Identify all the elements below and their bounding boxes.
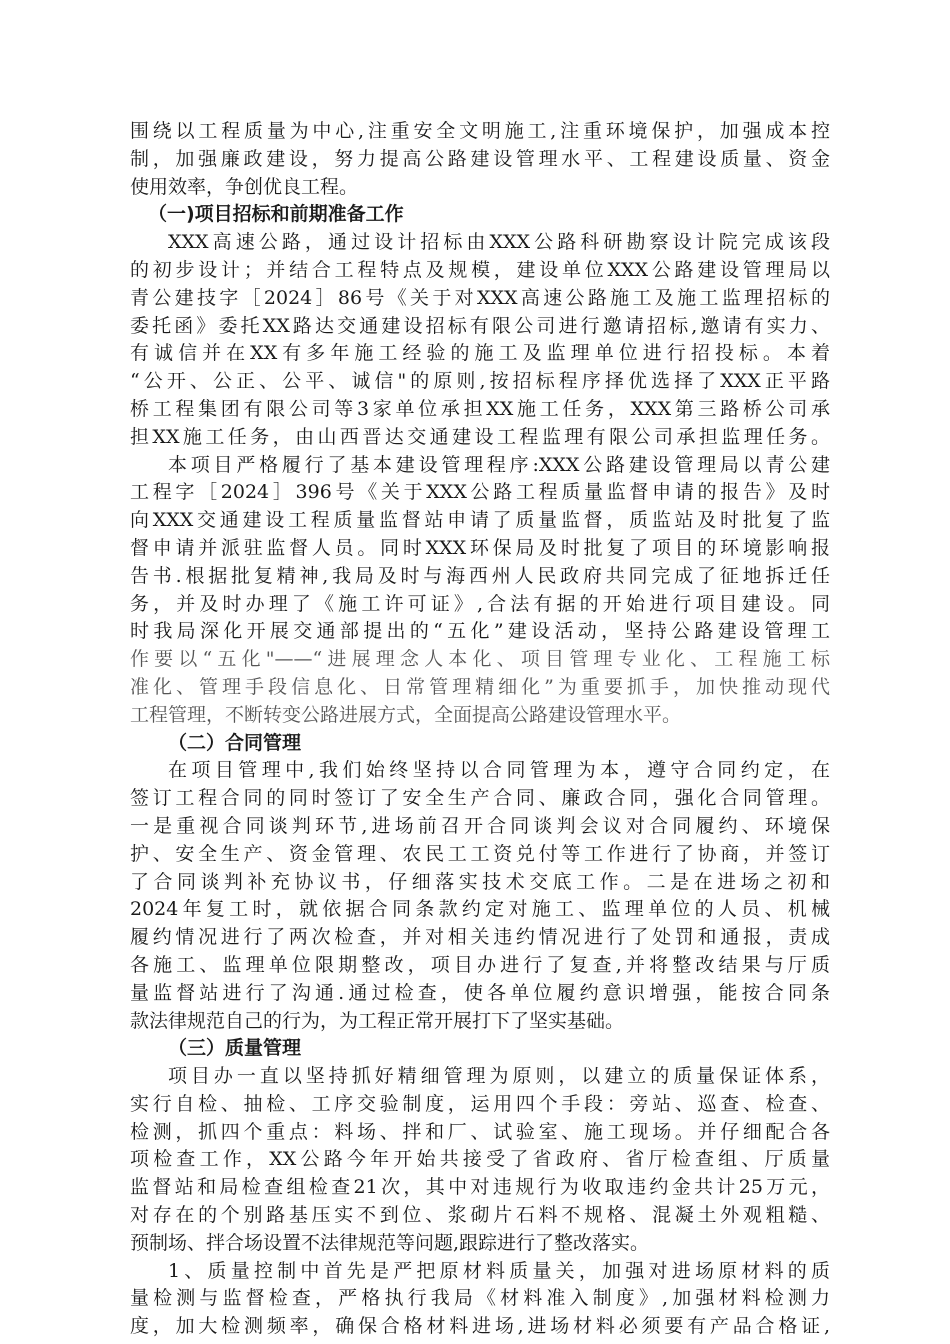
document-body	[130, 118, 830, 1341]
text-line: 桥工程集团有限公司等3家单位承担XX施工任务，XXX第三路桥公司承	[130, 397, 830, 420]
text-line: 项目办一直以坚持抓好精细管理为原则，以建立的质量保证体系，	[168, 1065, 830, 1088]
text-line: “公开、公正、公平、诚信"的原则,按招标程序择优选择了XXX正平路	[130, 370, 830, 393]
text-line: 围绕以工程质量为中心,注重安全文明施工,注重环境保护，加强成本控	[130, 120, 830, 142]
text-line: 青公建技字［2024］86号《关于对XXX高速公路施工及施工监理招标的	[130, 286, 830, 309]
text-line: 制，加强廉政建设，努力提高公路建设管理水平、工程建设质量、资金	[130, 147, 830, 170]
text-line: 在项目管理中,我们始终坚持以合同管理为本，遵守合同约定，在	[168, 759, 830, 782]
text-line: 款法律规范自己的行为，为工程正常开展打下了坚实基础。	[130, 1009, 625, 1032]
text-line: 履约情况进行了两次检查，并对相关违约情况进行了处罚和通报，责成	[130, 926, 830, 949]
text-line: 签订工程合同的同时签订了安全生产合同、廉政合同，强化合同管理。	[130, 787, 830, 810]
text-line: 度，加大检测频率，确保合格材料进场,进场材料必须要有产品合格证,	[130, 1315, 830, 1338]
text-line: 委托函》委托XX路达交通建设招标有限公司进行邀请招标,邀请有实力、	[130, 314, 830, 337]
text-line: 1、质量控制中首先是严把原材料质量关，加强对进场原材料的质	[168, 1259, 830, 1282]
text-line: 督申请并派驻监督人员。同时XXX环保局及时批复了项目的环境影响报	[130, 536, 830, 559]
text-line: 监督站和局检查组检查21次，其中对违规行为收取违约金共计25万元，	[130, 1176, 830, 1199]
text-line: 准化、管理手段信息化、日常管理精细化”为重要抓手，加快推动现代	[130, 675, 830, 698]
section-heading-contract: （二）合同管理	[168, 731, 302, 754]
text-line: 有诚信并在XX有多年施工经验的施工及监理单位进行招投标。本着	[130, 342, 830, 365]
text-line: 向XXX交通建设工程质量监督站申请了质量监督，质监站及时批复了监	[130, 509, 830, 532]
text-line: 作要以“五化"——“进展理念人本化、项目管理专业化、工程施工标	[130, 648, 830, 671]
text-line: 工程字［2024］396号《关于XXX公路工程质量监督申请的报告》及时	[130, 481, 830, 504]
section-heading-quality: （三）质量管理	[168, 1037, 302, 1060]
text-line: 量监督站进行了沟通.通过检查，使各单位履约意识增强，能按合同条	[130, 981, 830, 1004]
text-line: 项检查工作，XX公路今年开始共接受了省政府、省厅检查组、厅质量	[130, 1148, 830, 1171]
text-line: 工程管理，不断转变公路进展方式，全面提高公路建设管理水平。	[130, 703, 682, 726]
text-line: 使用效率，争创优良工程。	[130, 175, 359, 198]
text-line: 对存在的个别路基压实不到位、浆砌片石料不规格、混凝土外观粗糙、	[130, 1204, 830, 1227]
text-line: 务，并及时办理了《施工许可证》,合法有据的开始进行项目建设。同	[130, 592, 830, 615]
text-line: 检测，抓四个重点：料场、拌和厂、试验室、施工现场。并仔细配合各	[130, 1120, 830, 1143]
text-line: 担XX施工任务，由山西晋达交通建设工程监理有限公司承担监理任务。	[130, 425, 830, 448]
text-line: 时我局深化开展交通部提出的“五化”建设活动，坚持公路建设管理工	[130, 620, 830, 643]
section-heading-bidding: （一)项目招标和前期准备工作	[148, 203, 404, 226]
text-line: XXX高速公路，通过设计招标由XXX公路科研勘察设计院完成该段	[168, 231, 830, 254]
text-line: 2024年复工时，就依据合同条款约定对施工、监理单位的人员、机械	[130, 898, 830, 921]
text-line: 预制场、拌合场设置不法律规范等问题,跟踪进行了整改落实。	[130, 1231, 650, 1254]
text-line: 了合同谈判补充协议书，仔细落实技术交底工作。二是在进场之初和	[130, 870, 830, 893]
text-line: 各施工、监理单位限期整改，项目办进行了复查,并将整改结果与厅质	[130, 953, 830, 976]
text-line: 一是重视合同谈判环节,进场前召开合同谈判会议对合同履约、环境保	[130, 814, 830, 837]
text-line: 护、安全生产、资金管理、农民工工资兑付等工作进行了协商，并签订	[130, 842, 830, 865]
text-line: 实行自检、抽检、工序交验制度，运用四个手段：旁站、巡查、检查、	[130, 1092, 830, 1115]
text-line: 的初步设计；并结合工程特点及规模，建设单位XXX公路建设管理局以	[130, 258, 830, 281]
text-line: 本项目严格履行了基本建设管理程序:XXX公路建设管理局以青公建	[168, 453, 830, 476]
text-line: 告书.根据批复精神,我局及时与海西州人民政府共同完成了征地拆迁任	[130, 564, 830, 587]
text-line: 量检测与监督检查，严格执行我局《材料准入制度》,加强材料检测力	[130, 1287, 830, 1310]
